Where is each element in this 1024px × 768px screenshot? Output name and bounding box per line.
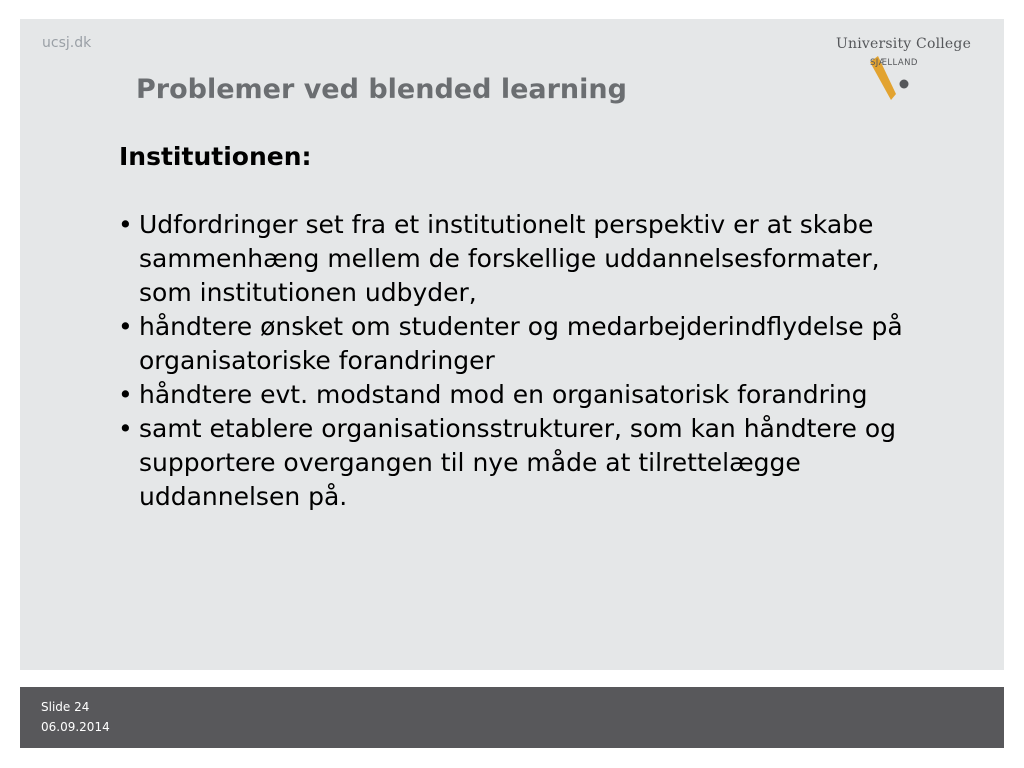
bullet-item: [118, 378, 918, 412]
bullet-list: [118, 208, 918, 514]
section-heading: Institutionen:: [119, 142, 312, 171]
bullet-text: samt etablere organisationsstrukturer, som kan håndtere og supportere overgangen til nye måde at tilrettelægge uddannelsen på.: [139, 414, 896, 511]
bullet-text: håndtere evt. modstand mod en organisatorisk forandring: [139, 380, 868, 409]
footer-bar: [20, 687, 1004, 748]
slide-date: 06.09.2014: [41, 720, 110, 734]
university-college-logo: [836, 36, 976, 102]
site-url: ucsj.dk: [42, 35, 92, 51]
logo-name: University College: [836, 36, 972, 52]
slide-number: Slide 24: [41, 700, 90, 714]
bullet-text: Udfordringer set fra et institutionelt perspektiv er at skabe sammenhæng mellem de forskellige uddannelsesformater, som institutionen udbyder,: [139, 210, 880, 307]
bullet-icon: •: [118, 210, 133, 239]
logo-subtitle: SJÆLLAND: [870, 58, 918, 68]
bullet-item: [118, 208, 918, 310]
slide-title: Problemer ved blended learning: [136, 74, 627, 105]
bullet-icon: •: [118, 414, 133, 443]
bullet-item: [118, 310, 918, 378]
bullet-icon: •: [118, 380, 133, 409]
bullet-text: håndtere ønsket om studenter og medarbejderindflydelse på organisatoriske forandringer: [139, 312, 903, 375]
bullet-icon: •: [118, 312, 133, 341]
bullet-item: [118, 412, 918, 514]
